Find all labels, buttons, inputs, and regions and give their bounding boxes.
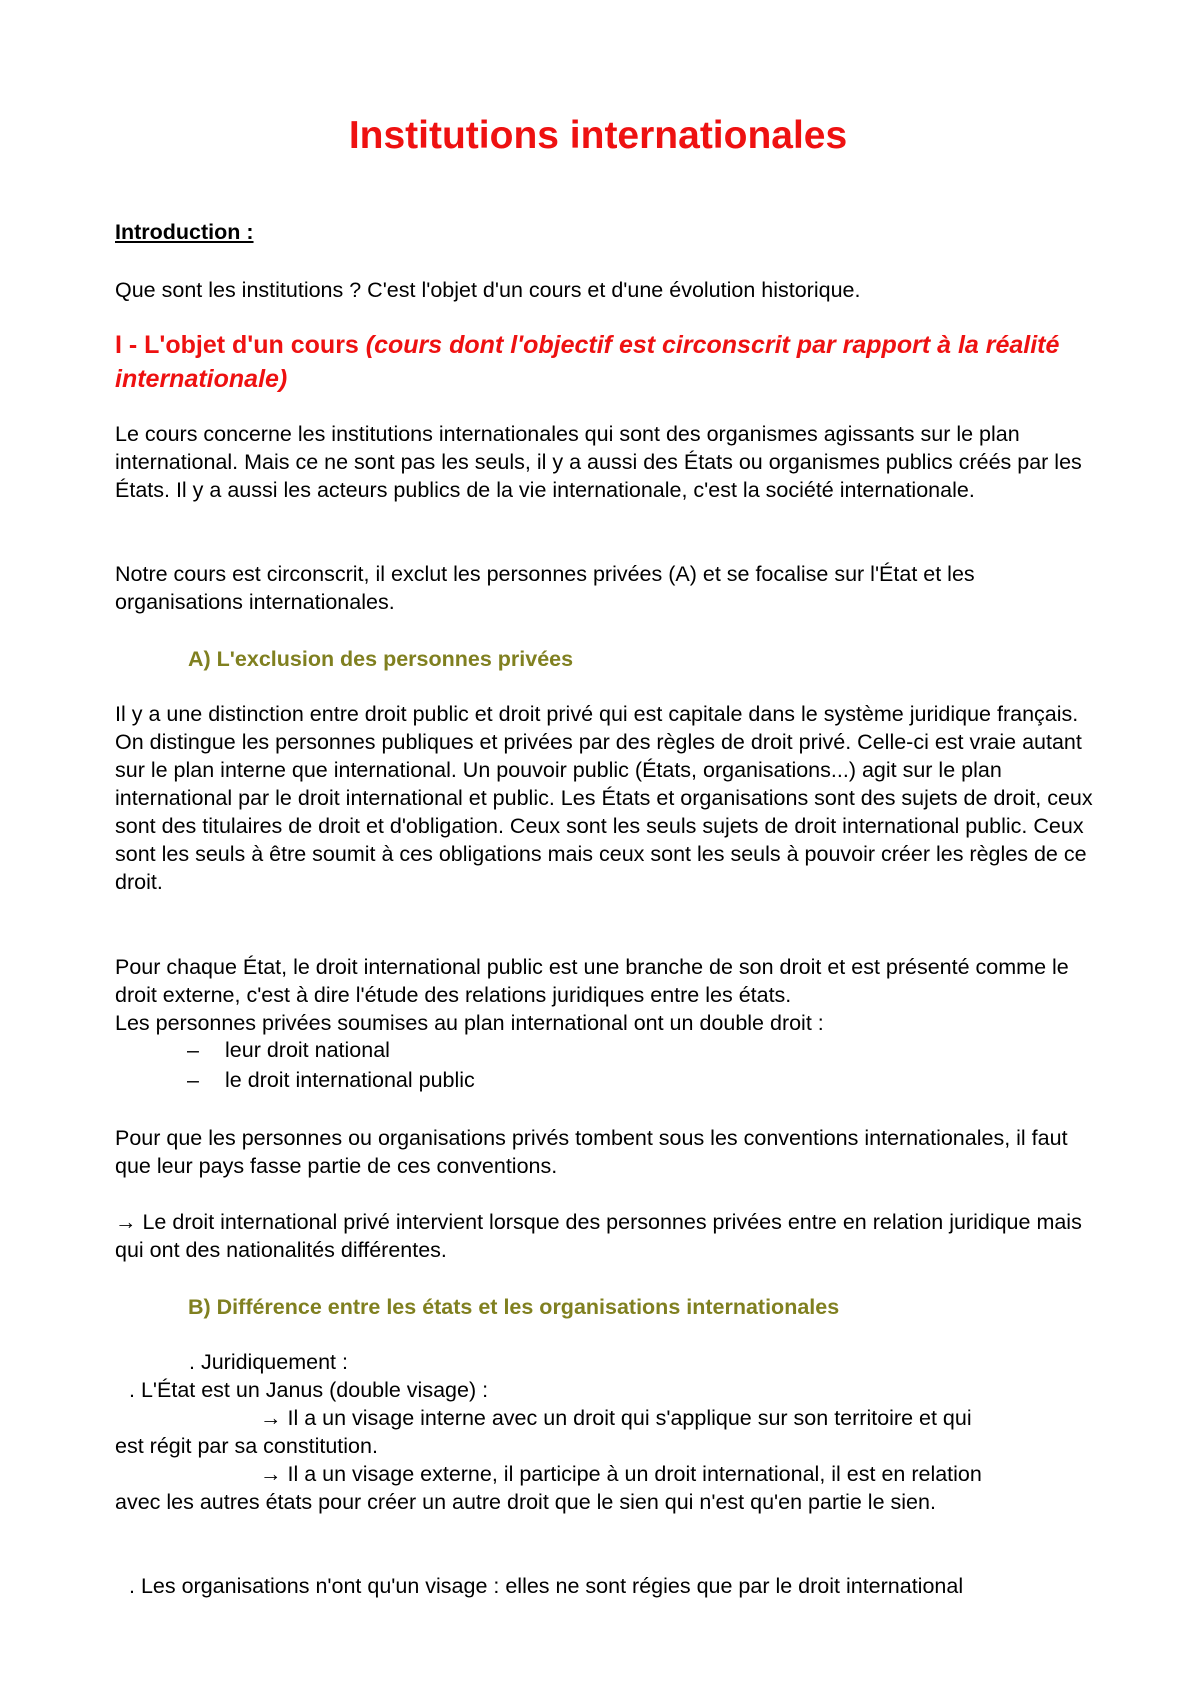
subsection-a-paragraph-1: Il y a une distinction entre droit public et droit privé qui est capitale dans le système juridique français. On distingue les personnes publiques et privées par des règles de droit privé. Celle-ci est vraie autant sur le plan interne que international. Un pouvoir public (États, organisations...) agit sur le plan international par le droit international et public. Les États et organisations sont des sujets de droit, ceux sont des titulaires de droit et d'obligation. Ceux sont les seuls sujets de droit international public. Ceux sont les seuls à être soumit à ces obligations mais ceux sont les seuls à pouvoir créer les règles de ce droit. [115,702,1093,894]
intro-text: Que sont les institutions ? C'est l'objet d'un cours et d'une évolution historique. [115,278,861,302]
visage-externe-line-end: avec les autres états pour créer un autre droit que le sien qui n'est qu'en partie le sien. [115,1490,936,1514]
list-item [115,1035,1105,1065]
subsection-b-body [115,1348,1105,1516]
paragraph-2-line-2: Les personnes privées soumises au plan international ont un double droit : [115,1011,824,1035]
subsection-b-heading: B) Différence entre les états et les organisations internationales [188,1295,840,1319]
subsection-a-heading: A) L'exclusion des personnes privées [188,647,574,671]
list-item [115,1065,1105,1095]
list-item-text: leur droit national [225,1038,390,1062]
organisations-line: . Les organisations n'ont qu'un visage : elles ne sont régies que par le droit international [129,1574,964,1598]
section-1-paragraph-1: Le cours concerne les institutions internationales qui sont des organismes agissants sur le plan international. Mais ce ne sont pas les seuls, il y a aussi des États ou organismes publics créés par les États. Il y a aussi les acteurs publics de la vie internationale, c'est la société internationale. [115,422,1082,502]
etat-janus-line: . L'État est un Janus (double visage) : [129,1378,489,1402]
dash-bullet: – [187,1068,199,1092]
intro-heading: Introduction : [115,220,254,244]
visage-interne-line-end: est régit par sa constitution. [115,1434,378,1458]
section-1-heading-main: I - L'objet d'un cours [115,331,359,359]
visage-externe-line: → Il a un visage externe, il participe à un droit international, il est en relation [260,1462,982,1486]
juridiquement-line: . Juridiquement : [189,1350,348,1374]
section-1-heading [115,328,1065,396]
subsection-a-paragraph-3: Pour que les personnes ou organisations privés tombent sous les conventions internationales, il faut que leur pays fasse partie de ces conventions. [115,1126,1068,1178]
double-droit-list [115,1035,1105,1095]
subsection-a-paragraph-2 [115,953,1105,1037]
visage-interne-line: → Il a un visage interne avec un droit qui s'applique sur son territoire et qui [260,1406,972,1430]
paragraph-2-line-1: Pour chaque État, le droit international public est une branche de son droit et est présenté comme le droit externe, c'est à dire l'étude des relations juridiques entre les états. [115,955,1069,1007]
subsection-a-paragraph-4: → Le droit international privé intervient lorsque des personnes privées entre en relation juridique mais qui ont des nationalités différentes. [115,1210,1082,1262]
section-1-paragraph-2: Notre cours est circonscrit, il exclut les personnes privées (A) et se focalise sur l'État et les organisations internationales. [115,562,975,614]
document-title: Institutions internationales [348,114,848,157]
section-1-heading-sub: (cours dont l'objectif est circonscrit par rapport à la réalité internationale) [115,331,1060,393]
list-item-text: le droit international public [225,1068,475,1092]
dash-bullet: – [187,1038,199,1062]
